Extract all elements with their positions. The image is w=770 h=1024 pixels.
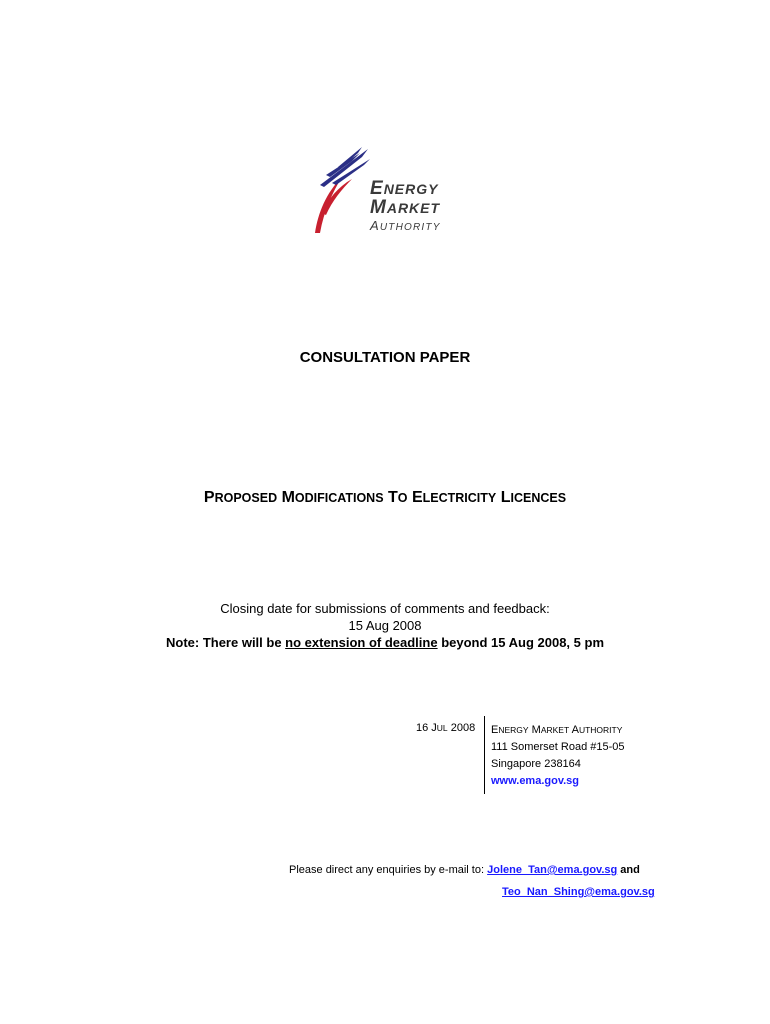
- website-link[interactable]: www.ema.gov.sg: [491, 775, 580, 787]
- issue-date: 16 JUL 2008: [416, 722, 476, 734]
- logo-line-authority: AUTHORITY: [370, 218, 441, 233]
- logo-line-market: MARKET: [370, 197, 441, 218]
- enquiry-and: and: [617, 864, 640, 876]
- vertical-divider: [484, 716, 485, 794]
- enquiry-text: Please direct any enquiries by e-mail to:: [289, 864, 488, 876]
- organisation-name: ENERGY MARKET AUTHORITY: [491, 724, 623, 736]
- enquiry-line-2: [502, 886, 655, 898]
- ema-logo: [312, 143, 462, 235]
- closing-date-value: 15 Aug 2008: [348, 618, 422, 633]
- address-block: [491, 722, 625, 790]
- deadline-note: Note: There will be no extension of deadline beyond 15 Aug 2008, 5 pm: [165, 635, 604, 650]
- document-subtitle: [0, 489, 770, 507]
- email-link-teo[interactable]: Teo_Nan_Shing@ema.gov.sg: [502, 886, 655, 898]
- city-postal: Singapore 238164: [491, 758, 581, 770]
- closing-date-block: [0, 600, 770, 651]
- street-address: 111 Somerset Road #15-05: [491, 741, 625, 753]
- email-link-jolene[interactable]: Jolene_Tan@ema.gov.sg: [487, 864, 618, 876]
- logo-line-energy: ENERGY: [370, 178, 439, 199]
- subtitle-word: MODIFICATIONS: [281, 489, 384, 506]
- subtitle-word: PROPOSED: [203, 489, 278, 506]
- closing-date-label: Closing date for submissions of comments and feedback:: [220, 601, 550, 616]
- subtitle-word: TO: [388, 489, 408, 506]
- deadline-note-emphasis: no extension of deadline: [285, 635, 438, 650]
- ema-swoosh-icon: [312, 143, 372, 235]
- document-title: CONSULTATION PAPER: [299, 349, 471, 366]
- subtitle-word: ELECTRICITY: [411, 489, 497, 506]
- enquiry-line: [289, 864, 640, 876]
- subtitle-word: LICENCES: [500, 489, 567, 506]
